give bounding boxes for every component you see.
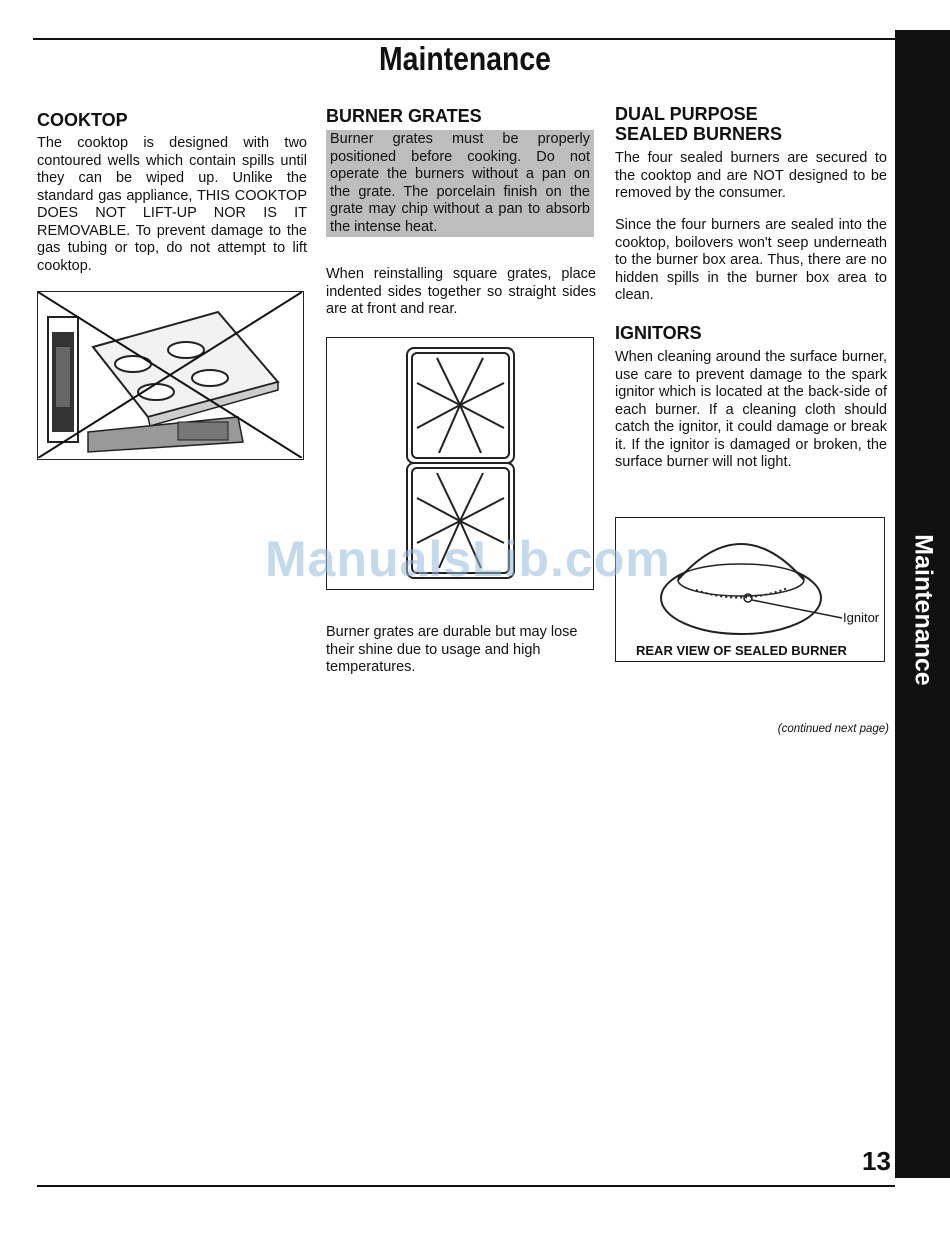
burner-grates-durable: Burner grates are durable but may lose their shine due to usage and high temperatures. (326, 624, 578, 675)
dual-purpose-para2: Since the four burners are sealed into the cooktop, boilovers won't seep underneath to the burner box area. Thus, there are no hidden spills in the burner box area to clean. (615, 217, 887, 303)
ignitor-label: Ignitor (843, 610, 880, 625)
ignitors-heading: IGNITORS (615, 323, 702, 343)
cooktop-body: The cooktop is designed with two contoured wells which contain spills until they can be wiped up. Unlike the standard gas appliance, THIS COOKTOP DOES NOT LIFT-UP NOR IS IT REMOVABLE. To prevent damage to the gas tubing or top, do not attempt to lift cooktop. (37, 135, 307, 274)
ignitors-body: When cleaning around the surface burner, use care to prevent damage to the spark ignitor which is located at the back-side of each burner. If a cleaning cloth should catch the ignitor, it could damage or break it. If the ignitor is damaged or broken, the surface burner will not light. (615, 349, 887, 470)
burner-grates-reinstall: When reinstalling square grates, place indented sides together so straight sides are at front and rear. (326, 266, 596, 317)
watermark: ManualsLib.com (265, 531, 671, 587)
cooktop-illustration (38, 292, 302, 458)
cooktop-heading: COOKTOP (37, 110, 128, 130)
bottom-rule (37, 1185, 895, 1187)
dual-purpose-heading-line2: SEALED BURNERS (615, 124, 783, 144)
dual-purpose-para1: The four sealed burners are secured to the cooktop and are NOT designed to be removed by the consumer. (615, 150, 887, 201)
dual-purpose-heading-line1: DUAL PURPOSE (615, 104, 758, 124)
page-title: Maintenance (379, 40, 551, 77)
side-tab-text: Maintenance (909, 534, 937, 686)
continued-note: (continued next page) (777, 723, 889, 735)
page-number: 13 (862, 1146, 891, 1176)
sealed-burner-caption: REAR VIEW OF SEALED BURNER (636, 643, 847, 658)
cooktop-figure (37, 291, 304, 460)
burner-grates-warning: Burner grates must be properly positioned before cooking. Do not operate the burners without a pan on the grate. The porcelain finish on the grate may chip without a pan to absorb the intense heat. (326, 130, 594, 237)
burner-grates-heading: BURNER GRATES (326, 106, 482, 126)
side-tab-label (895, 530, 950, 690)
